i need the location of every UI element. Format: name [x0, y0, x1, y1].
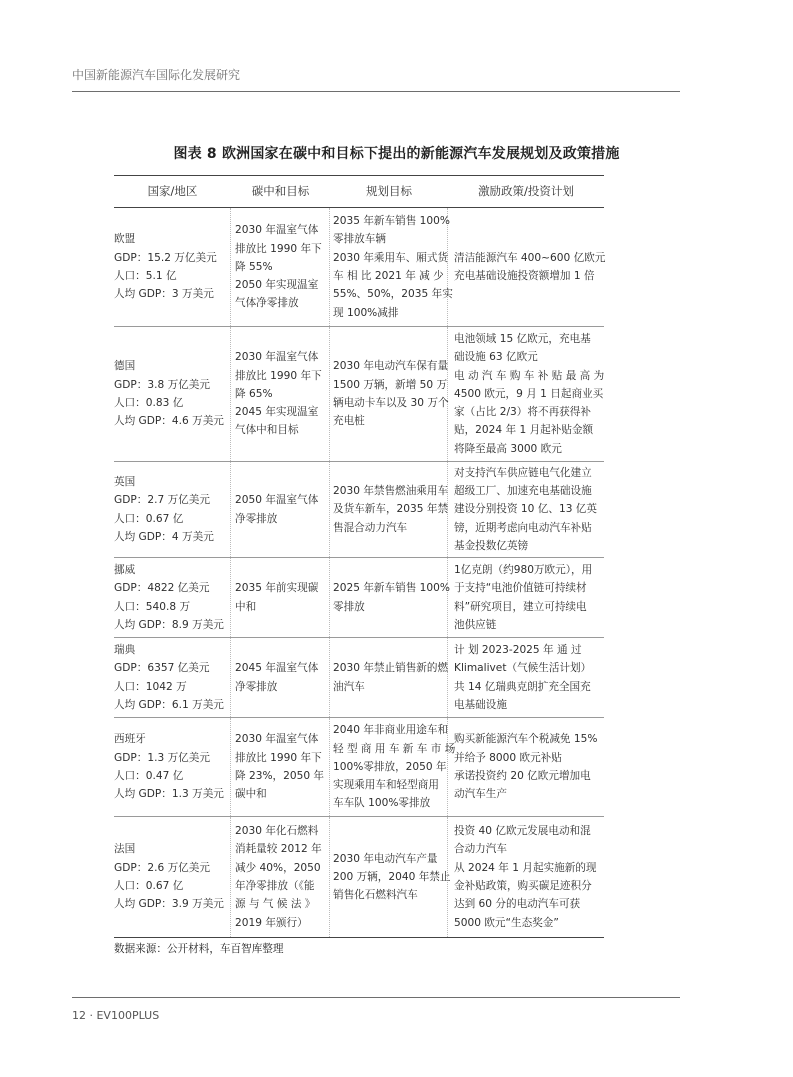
- policy-line: 并给予 8000 欧元补贴: [454, 751, 562, 764]
- region-cell: [114, 817, 231, 937]
- policy-cell: [448, 327, 604, 461]
- region-line: 西班牙: [114, 733, 146, 746]
- plan-line: 充电桩: [333, 415, 365, 428]
- policy-line: 投资 40 亿欧元发展电动和混: [454, 825, 591, 838]
- figure-title: 图表 8 欧洲国家在碳中和目标下提出的新能源汽车发展规划及政策措施: [173, 146, 620, 162]
- plan-line: 2025 年新车销售 100%: [333, 582, 450, 595]
- plan-line: 车车队 100%零排放: [333, 797, 431, 810]
- carbon-target-cell: [231, 558, 330, 637]
- carbon-line: 消耗量较 2012 年: [235, 843, 322, 856]
- carbon-line: 排放比 1990 年下: [235, 369, 322, 382]
- carbon-line: 2030 年温室气体: [235, 351, 319, 364]
- policy-line: 超级工厂、加速充电基础设施: [454, 485, 592, 498]
- region-line: GDP：15.2 万亿美元: [114, 251, 217, 264]
- policy-line: 承诺投资约 20 亿欧元增加电: [454, 770, 591, 782]
- carbon-line: 2050 年实现温室: [235, 279, 319, 292]
- table-row: [114, 558, 604, 638]
- carbon-line: 降 55%: [235, 260, 273, 273]
- region-line: 人均 GDP：3.9 万美元: [114, 898, 224, 911]
- carbon-line: 净零排放: [235, 680, 278, 693]
- plan-line: 55%、50%，2035 年实: [333, 288, 453, 301]
- region-line: 人口：0.47 亿: [114, 770, 184, 782]
- policy-cell: [448, 638, 604, 717]
- carbon-target-cell: [231, 817, 330, 937]
- region-cell: [114, 327, 231, 461]
- plan-target-cell: [330, 462, 448, 557]
- plan-line: 现 100%减排: [333, 306, 399, 319]
- policy-line: 充电基础设施投资额增加 1 倍: [454, 270, 595, 282]
- region-line: 人口：0.67 亿: [114, 512, 184, 525]
- policy-line: 将降至最高 3000 欧元: [454, 442, 562, 455]
- carbon-line: 2035 年前实现碳: [235, 582, 319, 595]
- carbon-line: 2045 年温室气体: [235, 662, 319, 675]
- carbon-line: 2030 年温室气体: [235, 224, 319, 237]
- table-row: [114, 208, 604, 327]
- carbon-line: 碳中和: [235, 788, 267, 801]
- carbon-target-cell: [231, 462, 330, 557]
- region-line: GDP：1.3 万亿美元: [114, 751, 210, 764]
- policy-line: 动汽车生产: [454, 788, 507, 801]
- plan-line: 2030 年电动汽车产量: [333, 852, 438, 865]
- plan-target-cell: [330, 817, 451, 937]
- region-cell: [114, 462, 231, 557]
- region-line: 人均 GDP：6.1 万美元: [114, 698, 224, 711]
- table-header-row: [114, 175, 604, 208]
- carbon-line: 气体中和目标: [235, 424, 299, 437]
- header-region: 国家/地区: [147, 184, 198, 199]
- region-line: 人口：5.1 亿: [114, 270, 177, 282]
- carbon-line: 减少 40%，2050: [235, 861, 321, 874]
- table-row: [114, 638, 604, 718]
- plan-target-cell: [330, 208, 453, 326]
- policy-line: Klimalivet（气候生活计划）: [454, 662, 592, 675]
- source-note: 数据来源：公开材料，车百智库整理: [114, 943, 284, 955]
- region-cell: [114, 558, 231, 637]
- region-line: 人口：0.67 亿: [114, 880, 184, 892]
- policy-line: 电池领域 15 亿欧元，充电基: [454, 332, 591, 345]
- region-line: 瑞典: [114, 643, 136, 656]
- policy-line: 家（占比 2/3）将不再获得补: [454, 406, 591, 419]
- table-row: [114, 327, 604, 462]
- carbon-line: 源 与 气 候 法 》: [235, 898, 316, 911]
- running-header: 中国新能源汽车国际化发展研究: [72, 68, 241, 82]
- policy-line: 电基础设施: [454, 698, 507, 711]
- plan-line: 200 万辆，2040 年禁止: [333, 870, 451, 883]
- carbon-line: 净零排放: [235, 512, 278, 525]
- policy-cell: [448, 817, 604, 937]
- table-row: [114, 462, 604, 558]
- region-line: 欧盟: [114, 233, 136, 246]
- header-carbon-target: 碳中和目标: [251, 184, 310, 199]
- policy-line: 共 14 亿瑞典克朗扩充全国充: [454, 680, 591, 693]
- plan-line: 2030 年禁售燃油乘用车: [333, 485, 449, 498]
- policy-line: 建设分别投资 10 亿、13 亿英: [454, 503, 597, 516]
- carbon-line: 2019 年颁行）: [235, 916, 308, 929]
- policy-line: 料”研究项目，建立可持续电: [454, 600, 587, 613]
- region-cell: [114, 208, 231, 326]
- policy-line: 电 动 汽 车 购 车 补 贴 最 高 为: [454, 369, 605, 382]
- plan-line: 2030 年乘用车、厢式货: [333, 251, 449, 264]
- plan-line: 2030 年禁止销售新的燃: [333, 662, 449, 675]
- carbon-line: 中和: [235, 600, 257, 613]
- policy-line: 对支持汽车供应链电气化建立: [454, 466, 592, 479]
- plan-target-cell: [330, 327, 448, 461]
- policy-line: 贴，2024 年 1 月起补贴金额: [454, 424, 594, 437]
- carbon-line: 2050 年温室气体: [235, 494, 319, 507]
- policy-line: 金补贴政策，购买碳足迹积分: [454, 880, 592, 892]
- policy-line: 计 划 2023-2025 年 通 过: [454, 643, 582, 656]
- carbon-line: 年净零排放（《能: [235, 880, 315, 892]
- region-line: 人均 GDP：4.6 万美元: [114, 415, 224, 428]
- region-line: 人口：540.8 万: [114, 600, 191, 613]
- policy-line: 清洁能源汽车 400~600 亿欧元: [454, 251, 606, 264]
- region-line: GDP：3.8 万亿美元: [114, 378, 210, 391]
- region-line: 挪威: [114, 563, 136, 576]
- plan-line: 100%零排放，2050 年: [333, 760, 447, 773]
- region-line: GDP：2.6 万亿美元: [114, 861, 210, 874]
- plan-line: 及货车新车，2035 年禁: [333, 503, 449, 516]
- plan-target-cell: [330, 558, 448, 637]
- policy-cell: [448, 462, 604, 557]
- header-policy: 激励政策/投资计划: [478, 184, 574, 199]
- carbon-line: 2030 年化石燃料: [235, 825, 319, 838]
- policy-line: 合动力汽车: [454, 843, 507, 856]
- policy-cell: [448, 558, 604, 637]
- plan-line: 2030 年电动汽车保有量: [333, 360, 449, 373]
- policy-line: 5000 欧元“生态奖金”: [454, 916, 559, 929]
- carbon-target-cell: [231, 718, 330, 816]
- policy-line: 4500 欧元，9 月 1 日起商业买: [454, 387, 604, 400]
- policy-cell: [448, 718, 604, 816]
- plan-target-cell: [330, 638, 448, 717]
- plan-line: 售混合动力汽车: [333, 521, 408, 534]
- policy-line: 1亿克朗（约980万欧元），用: [454, 563, 593, 576]
- plan-line: 实现乘用车和轻型商用: [333, 779, 439, 792]
- region-line: GDP：6357 亿美元: [114, 662, 210, 675]
- region-line: GDP：2.7 万亿美元: [114, 494, 210, 507]
- plan-line: 零排放: [333, 600, 365, 613]
- region-cell: [114, 718, 231, 816]
- policy-line: 镑，近期考虑向电动汽车补贴: [454, 521, 592, 534]
- carbon-target-cell: [231, 638, 330, 717]
- policy-line: 从 2024 年 1 月起实施新的现: [454, 861, 597, 874]
- policy-line: 购买新能源汽车个税减免 15%: [454, 733, 598, 746]
- carbon-target-cell: [231, 208, 330, 326]
- region-line: 人均 GDP：4 万美元: [114, 530, 214, 543]
- plan-line: 1500 万辆，新增 50 万: [333, 378, 448, 391]
- policy-line: 达到 60 分的电动汽车可获: [454, 898, 581, 911]
- policy-line: 于支持“电池价值链可持续材: [454, 582, 587, 595]
- carbon-target-cell: [231, 327, 330, 461]
- header-rule: [72, 91, 680, 92]
- region-line: 德国: [114, 360, 136, 373]
- region-line: 法国: [114, 843, 136, 856]
- region-cell: [114, 638, 231, 717]
- header-plan-target: 规划目标: [366, 184, 412, 199]
- page-footer: 12 · EV100PLUS: [72, 1009, 160, 1022]
- region-line: GDP：4822 亿美元: [114, 582, 210, 595]
- policy-cell: [448, 208, 604, 326]
- policy-line: 池供应链: [454, 618, 497, 631]
- region-line: 英国: [114, 475, 136, 488]
- region-line: 人均 GDP：1.3 万美元: [114, 788, 224, 801]
- plan-target-cell: [330, 718, 456, 816]
- plan-line: 车 相 比 2021 年 减 少: [333, 270, 444, 282]
- region-line: 人均 GDP：3 万美元: [114, 288, 214, 301]
- carbon-line: 排放比 1990 年下: [235, 242, 322, 255]
- policy-table: [114, 175, 604, 938]
- region-line: 人口：1042 万: [114, 680, 187, 693]
- carbon-line: 降 23%，2050 年: [235, 770, 325, 782]
- carbon-line: 2045 年实现温室: [235, 406, 319, 419]
- plan-line: 油汽车: [333, 680, 365, 693]
- plan-line: 轻 型 商 用 车 新 车 市 场: [333, 742, 456, 755]
- footer-rule: [72, 997, 680, 998]
- carbon-line: 气体净零排放: [235, 297, 299, 310]
- carbon-line: 降 65%: [235, 387, 273, 400]
- region-line: 人均 GDP：8.9 万美元: [114, 618, 224, 631]
- plan-line: 零排放车辆: [333, 233, 386, 246]
- table-row: [114, 718, 604, 817]
- carbon-line: 排放比 1990 年下: [235, 751, 322, 764]
- plan-line: 2035 年新车销售 100%: [333, 215, 450, 228]
- region-line: 人口：0.83 亿: [114, 397, 184, 409]
- policy-line: 础设施 63 亿欧元: [454, 351, 538, 364]
- plan-line: 2040 年非商业用途车和: [333, 724, 449, 737]
- policy-line: 基金投数亿英镑: [454, 539, 529, 552]
- carbon-line: 2030 年温室气体: [235, 733, 319, 746]
- table-row: [114, 817, 604, 938]
- plan-line: 销售化石燃料汽车: [333, 889, 418, 902]
- plan-line: 辆电动卡车以及 30 万个: [333, 397, 449, 409]
